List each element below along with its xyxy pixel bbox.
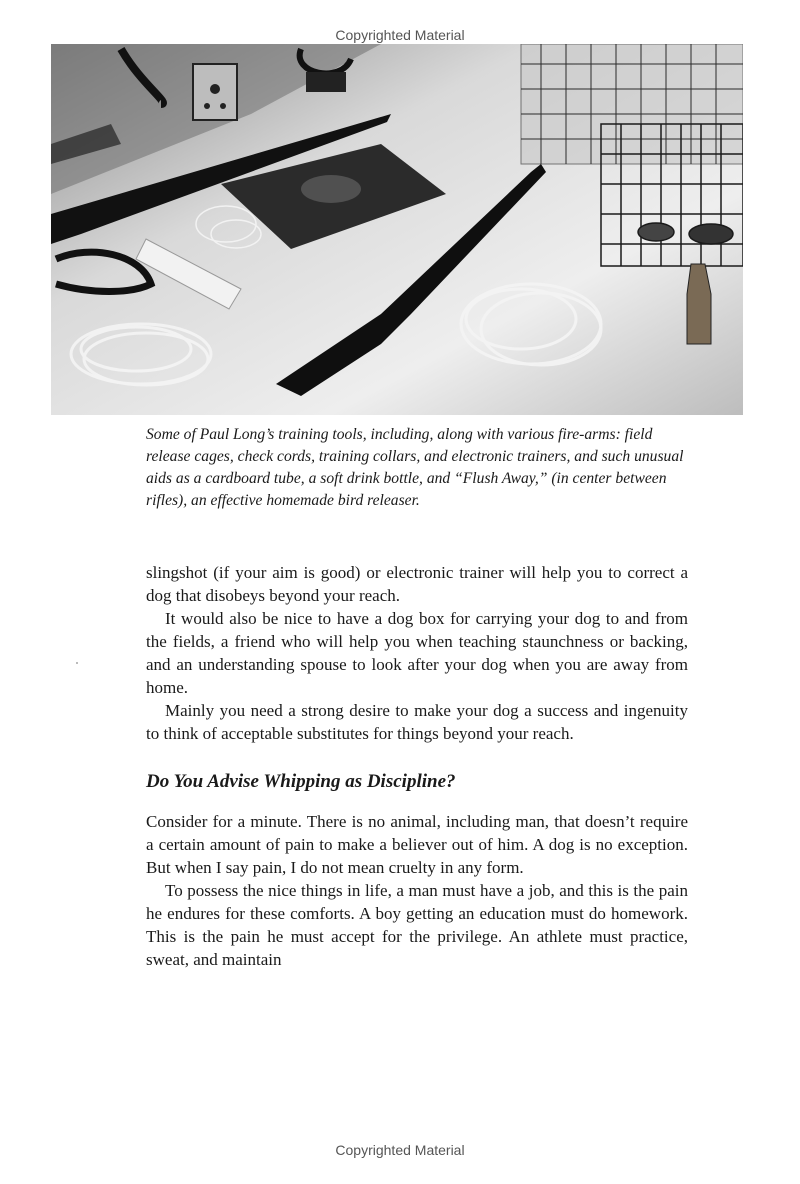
copyright-watermark-top: Copyrighted Material bbox=[335, 27, 465, 43]
paragraph: Mainly you need a strong desire to make your dog a success and ingenuity to think of acceptable substitutes for things beyond your reach. bbox=[146, 701, 688, 743]
photo-caption: Some of Paul Long’s training tools, including, along with various fire-arms: field release cages, check cords, training collars, and electronic trainers, and such unusual aids as a cardboard tube, a soft drink bottle, and “Flush Away,” (in center between rifles), an effective homemade bird releaser. bbox=[146, 426, 684, 509]
paragraph: slingshot (if your aim is good) or electronic trainer will help you to correct a dog that disobeys beyond your reach. bbox=[146, 563, 688, 605]
paragraph: Consider for a minute. There is no animal, including man, that doesn’t require a certain amount of pain to make a believer out of him. A dog is no exception. But when I say pain, I do not mean cruelty in any form. bbox=[146, 812, 688, 877]
paragraph: It would also be nice to have a dog box for carrying your dog to and from the fields, a friend who will help you when teaching staunchness or backing, and an understanding spouse to look after your dog when you are away from home. bbox=[146, 609, 688, 697]
body-text bbox=[146, 561, 688, 971]
release-cage bbox=[521, 44, 743, 164]
training-tools-photo bbox=[51, 44, 743, 415]
paragraph: To possess the nice things in life, a man must have a job, and this is the pain he endures for these comforts. A boy getting an education must do homework. This is the pain he must accept for the privilege. An athlete must practice, sweat, and maintain bbox=[146, 881, 688, 969]
copyright-watermark-bottom: Copyrighted Material bbox=[335, 1142, 465, 1158]
section-heading: Do You Advise Whipping as Discipline? bbox=[146, 771, 456, 792]
speck-mark bbox=[76, 662, 78, 664]
